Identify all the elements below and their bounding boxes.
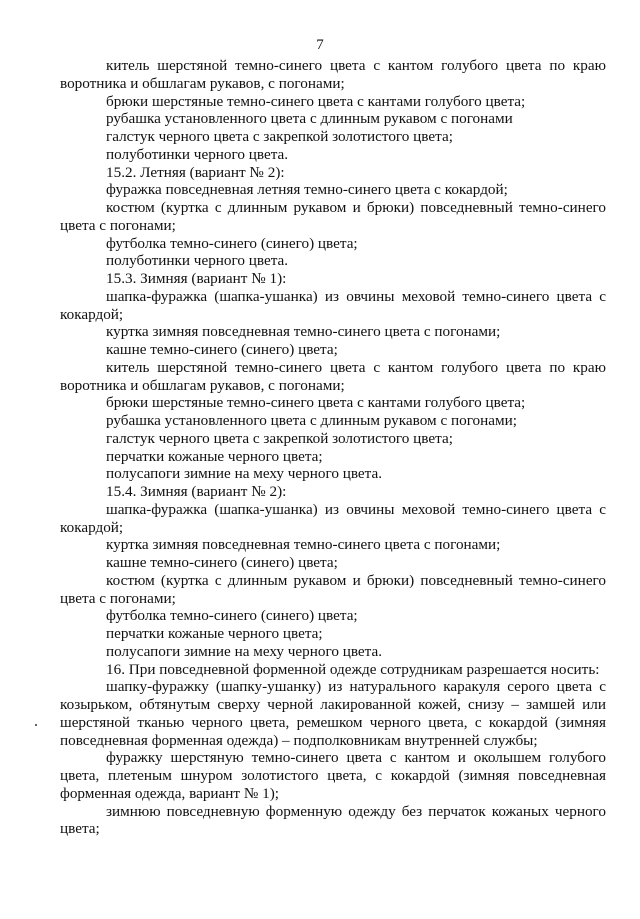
section-heading: 15.4. Зимняя (вариант № 2):: [106, 483, 287, 500]
paragraph: куртка зимняя повседневная темно-синего цвета с погонами;: [106, 323, 501, 341]
section-heading: 15.3. Зимняя (вариант № 1):: [106, 270, 287, 287]
paragraph: шапка-фуражка (шапка-ушанка) из овчины меховой темно-синего цвета с кокардой;: [60, 500, 606, 536]
paragraph: брюки шерстяные темно-синего цвета с кантами голубого цвета;: [106, 394, 526, 412]
paragraph: кашне темно-синего (синего) цвета;: [106, 554, 338, 571]
paragraph: кашне темно-синего (синего) цвета;: [106, 341, 338, 358]
paragraph: китель шерстяной темно-синего цвета с кантом голубого цвета по краю воротника и обшлагам рукавов, с погонами;: [60, 57, 606, 92]
paragraph: шапка-фуражка (шапка-ушанка) из овчины меховой темно-синего цвета с кокардой;: [60, 287, 606, 323]
paragraph: галстук черного цвета с закрепкой золотистого цвета;: [106, 128, 453, 145]
document-body: [60, 57, 606, 838]
section-heading: 16. При повседневной форменной одежде сотрудникам разрешается носить:: [106, 660, 600, 678]
paragraph: рубашка установленного цвета с длинным рукавом с погонами;: [106, 412, 517, 429]
paragraph: шапку-фуражку (шапку-ушанку) из натурального каракуля серого цвета с козырьком, обтянутым сверху черной лакированной кожей, снизу – замшей или шерстяной тканью черного цвета, ремешком черного цвета, с кокардой (зимняя повседневная форменная одежда) – подполковникам внутренней службы;: [60, 678, 606, 749]
paragraph: полусапоги зимние на меху черного цвета.: [106, 642, 383, 660]
section-heading: 15.2. Летняя (вариант № 2):: [106, 163, 285, 181]
paragraph: фуражку шерстяную темно-синего цвета с кантом и околышем голубого цвета, плетеным шнуром золотистого цвета, с кокардой (зимняя повседневная форменная одежда, вариант № 1);: [60, 749, 606, 802]
paragraph: перчатки кожаные черного цвета;: [106, 625, 323, 642]
paragraph: полусапоги зимние на меху черного цвета.: [106, 465, 383, 483]
paragraph: галстук черного цвета с закрепкой золотистого цвета;: [106, 429, 453, 447]
margin-dot-mark: [35, 724, 37, 726]
paragraph: куртка зимняя повседневная темно-синего цвета с погонами;: [106, 536, 501, 554]
paragraph: зимнюю повседневную форменную одежду без перчаток кожаных черного цвета;: [60, 802, 606, 838]
paragraph: рубашка установленного цвета с длинным рукавом с погонами: [106, 110, 513, 128]
paragraph: полуботинки черного цвета.: [106, 252, 289, 270]
paragraph: китель шерстяной темно-синего цвета с кантом голубого цвета по краю воротника и обшлагам рукавов, с погонами;: [60, 358, 606, 394]
paragraph: футболка темно-синего (синего) цвета;: [106, 234, 358, 252]
paragraph: фуражка повседневная летняя темно-синего цвета с кокардой;: [106, 181, 508, 199]
paragraph: футболка темно-синего (синего) цвета;: [106, 607, 358, 625]
paragraph: костюм (куртка с длинным рукавом и брюки) повседневный темно-синего цвета с погонами;: [60, 571, 606, 607]
paragraph: костюм (куртка с длинным рукавом и брюки) повседневный темно-синего цвета с погонами;: [60, 199, 606, 234]
paragraph: перчатки кожаные черного цвета;: [106, 447, 323, 465]
page-number: 7: [316, 37, 324, 53]
paragraph: полуботинки черного цвета.: [106, 145, 289, 163]
paragraph: брюки шерстяные темно-синего цвета с кантами голубого цвета;: [106, 92, 526, 110]
